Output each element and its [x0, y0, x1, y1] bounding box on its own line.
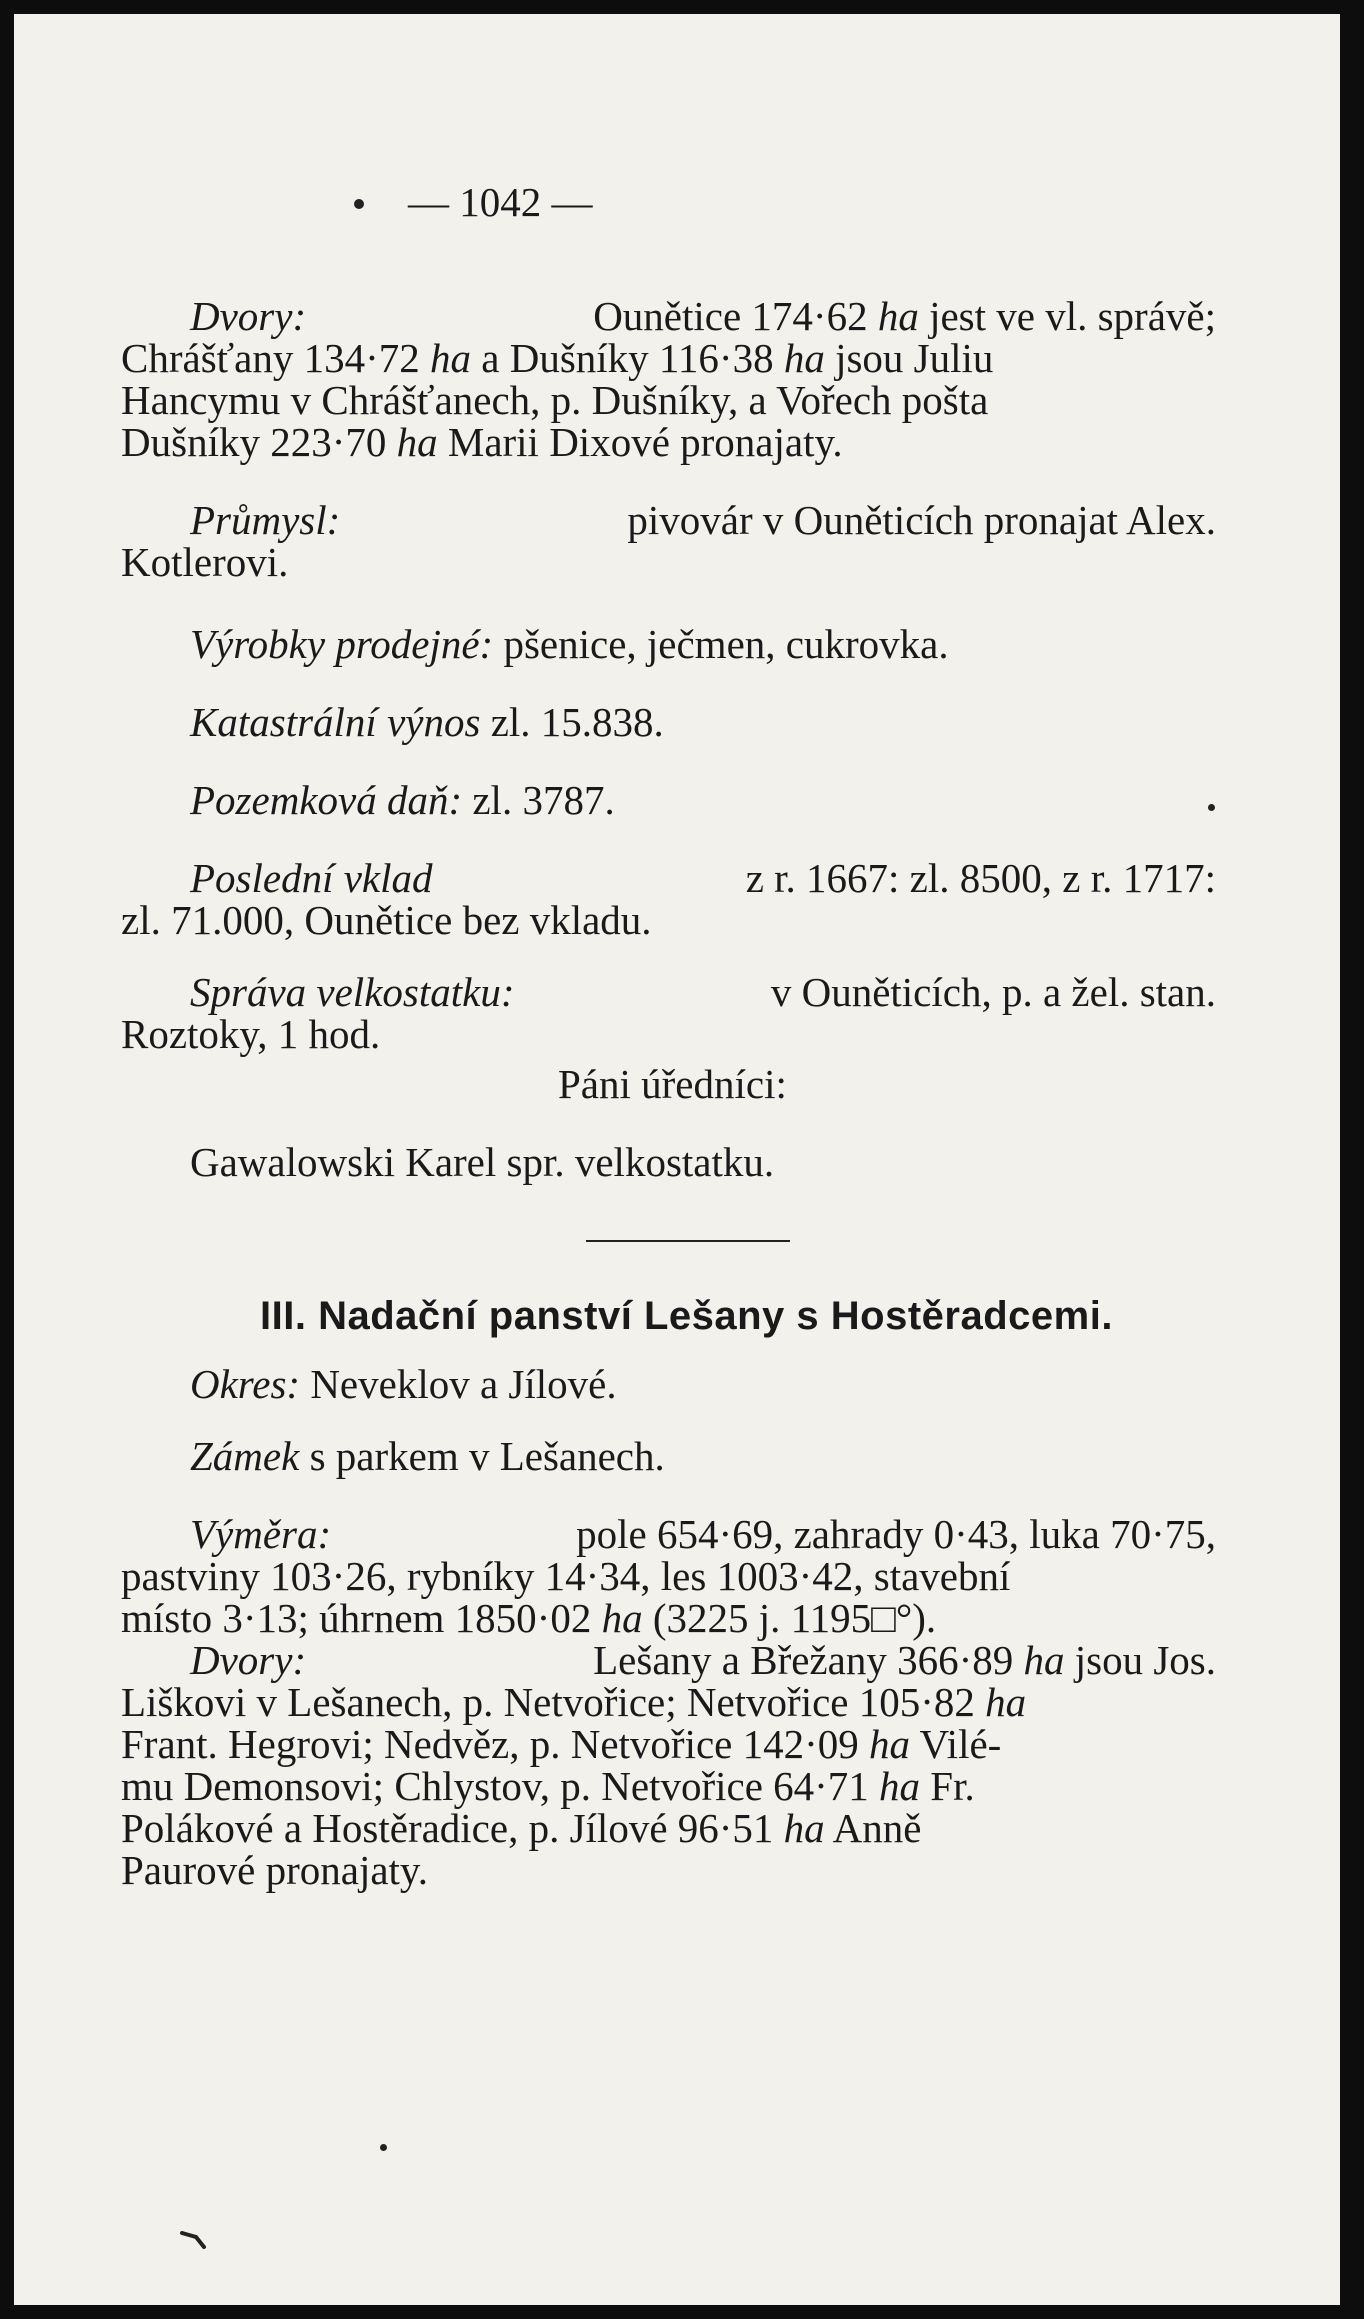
prumysl-line-1 [190, 496, 1216, 544]
page-speck [380, 2144, 387, 2151]
dvory2-line-4 [121, 1762, 1216, 1810]
vymera-text-2: pastviny 103·26, rybníky 14·34, les 1003·42, stavební [121, 1553, 1011, 1599]
posledni-text-1: z r. 1667: zl. 8500, z r. 1717: [745, 855, 1216, 901]
prumysl-text: pivovár v Ouněticích pronajat Alex. [627, 497, 1216, 543]
dvory2-label: Dvory: [190, 1637, 307, 1683]
posledni-line-1 [190, 854, 1216, 902]
urednici-heading: Páni úředníci: [558, 1061, 787, 1107]
dvory2-line-3 [121, 1720, 1216, 1768]
dvory2-text-3: Frant. Hegrovi; Nedvěz, p. Netvořice 142·09 ha Vilé- [121, 1721, 1002, 1767]
sprava-text-1: v Ouněticích, p. a žel. stan. [770, 969, 1216, 1015]
dvory2-line-6: Paurové pronajaty. [121, 1847, 429, 1893]
zamek-line [190, 1432, 665, 1480]
dvory-line-2 [121, 334, 1216, 382]
katastralni-line [190, 698, 664, 746]
dvory-text-2: Chrášťany 134·72 ha a Dušníky 116·38 ha jsou Juliu [121, 335, 994, 381]
section-heading: III. Nadační panství Lešany s Hostěradcemi. [260, 1294, 1113, 1338]
dvory-text-1: Ounětice 174·62 ha jest ve vl. správě; [582, 293, 1216, 339]
zamek-label: Zámek [190, 1433, 300, 1479]
vymera-label: Výměra: [190, 1511, 332, 1557]
dvory2-line-2 [121, 1678, 1216, 1726]
pozemkova-label: Pozemková daň: [190, 777, 463, 823]
dvory-line-3: Hancymu v Chrášťanech, p. Dušníky, a Vořech pošta [121, 377, 989, 423]
sprava-label: Správa velkostatku: [190, 969, 515, 1015]
dvory2-text-5: Polákové a Hostěradice, p. Jílové 96·51 ha Anně [121, 1805, 922, 1851]
dvory-line-1 [190, 292, 1216, 340]
dvory2-text-4: mu Demonsovi; Chlystov, p. Netvořice 64·71 ha Fr. [121, 1763, 975, 1809]
katastralni-label: Katastrální výnos [190, 699, 481, 745]
dvory-line-4: Dušníky 223·70 ha Marii Dixové pronajaty. [121, 419, 843, 465]
vymera-line-2 [121, 1552, 1216, 1600]
sprava-line-2: Roztoky, 1 hod. [121, 1011, 381, 1057]
okres-line [190, 1360, 617, 1408]
dvory2-line-5 [121, 1804, 1216, 1852]
section-divider [586, 1240, 790, 1242]
katastralni-text: zl. 15.838. [490, 699, 664, 745]
prumysl-line-2: Kotlerovi. [121, 539, 289, 585]
okres-text: Neveklov a Jílové. [310, 1361, 617, 1407]
ink-mark [180, 2231, 210, 2249]
vyrobky-text: pšenice, ječmen, cukrovka. [503, 621, 949, 667]
dvory2-line-1 [190, 1636, 1216, 1684]
dvory2-text-2: Liškovi v Lešanech, p. Netvořice; Netvořice 105·82 ha [121, 1679, 1027, 1725]
page-speck [1208, 804, 1215, 811]
posledni-line-2: zl. 71.000, Ounětice bez vkladu. [121, 897, 652, 943]
sprava-line-1 [190, 968, 1216, 1016]
vymera-text-1: pole 654·69, zahrady 0·43, luka 70·75, [576, 1511, 1216, 1557]
pozemkova-line [190, 776, 615, 824]
okres-label: Okres: [190, 1361, 301, 1407]
zamek-text: s parkem v Lešanech. [309, 1433, 665, 1479]
urednik-line: Gawalowski Karel spr. velkostatku. [190, 1139, 775, 1185]
page-speck [354, 199, 364, 209]
vyrobky-line [190, 620, 949, 668]
dvory-label: Dvory: [190, 293, 307, 339]
document-page [14, 14, 1340, 2305]
pozemkova-text: zl. 3787. [472, 777, 615, 823]
prumysl-label: Průmysl: [190, 497, 341, 543]
page-number: — 1042 — [408, 179, 593, 225]
vyrobky-label: Výrobky prodejné: [190, 621, 494, 667]
vymera-line-1 [190, 1510, 1216, 1558]
vymera-line-3: místo 3·13; úhrnem 1850·02 ha (3225 j. 1195□°). [121, 1595, 937, 1641]
posledni-label: Poslední vklad [190, 855, 433, 901]
dvory2-text-1: Lešany a Břežany 366·89 ha jsou Jos. [582, 1637, 1216, 1683]
